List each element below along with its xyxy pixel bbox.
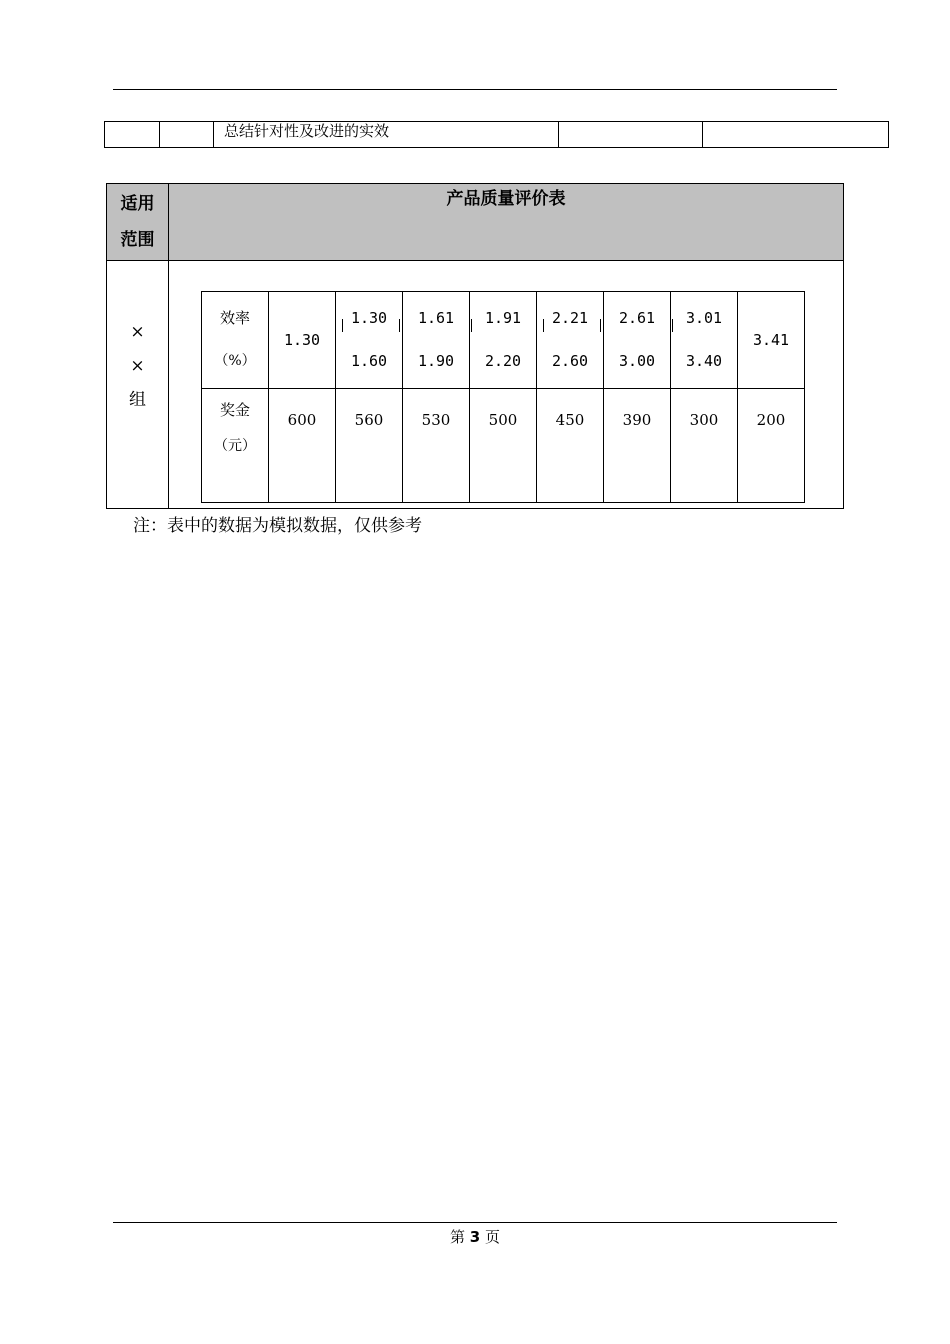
efficiency-row [202,292,805,389]
efficiency-range-cell [470,292,537,389]
bonus-label: 奖金 [219,401,250,419]
bonus-row [202,389,805,503]
table-cell [559,122,703,148]
scope-header-cell [107,184,169,261]
scope-label-line: 适用 [120,194,155,214]
table-title: 产品质量评价表 [169,184,844,261]
group-cell [107,261,169,509]
efficiency-range-cell [738,292,805,389]
efficiency-range-cell [269,292,336,389]
range-value: 3.41 [752,331,790,349]
inner-table-container [169,261,844,509]
range-low: 3.01 [685,309,723,327]
efficiency-label: 效率 [219,309,250,327]
range-high: 3.40 [685,352,723,370]
range-high: 1.90 [417,352,455,370]
efficiency-range-cell [403,292,470,389]
page-footer [0,1226,950,1247]
range-divider [543,319,544,332]
group-label-line: 组 [129,390,146,410]
table-row [105,122,889,148]
range-divider [471,319,472,332]
efficiency-range-cell [604,292,671,389]
range-divider [672,319,673,332]
bonus-label-cell [202,389,269,503]
range-low: 2.21 [551,309,589,327]
table-header-row [107,184,844,261]
efficiency-unit: （%） [214,353,256,369]
range-low: 1.61 [417,309,455,327]
group-label-line: × [130,356,145,376]
table-cell [703,122,889,148]
efficiency-bonus-table [201,291,805,503]
footer-rule [113,1222,837,1223]
range-high: 1.60 [350,352,388,370]
range-low: 1.91 [484,309,522,327]
bonus-value-cell: 500 [470,389,537,503]
range-high: 2.60 [551,352,589,370]
bonus-value-cell: 560 [336,389,403,503]
range-value: 1.30 [283,331,321,349]
range-high: 3.00 [618,352,656,370]
bonus-value-cell: 300 [671,389,738,503]
table-note: 注：表中的数据为模拟数据，仅供参考 [133,516,422,536]
scope-label-line: 范围 [120,230,155,250]
range-low: 2.61 [618,309,656,327]
footer-prefix: 第 [449,1228,465,1246]
bonus-value-cell: 600 [269,389,336,503]
table-cell [105,122,160,148]
page-number: 3 [469,1228,481,1246]
table-body-row [107,261,844,509]
quality-evaluation-table [106,183,844,509]
efficiency-range-cell [671,292,738,389]
table-cell-text: 总结针对性及改进的实效 [214,122,559,148]
range-low: 1.30 [350,309,388,327]
bonus-unit: （元） [214,438,256,454]
bonus-value-cell: 390 [604,389,671,503]
efficiency-label-cell [202,292,269,389]
bonus-value-cell: 450 [537,389,604,503]
range-divider [600,319,601,332]
bonus-value-cell: 530 [403,389,470,503]
table-cell [160,122,214,148]
range-high: 2.20 [484,352,522,370]
range-divider [399,319,400,332]
range-divider [342,319,343,332]
bonus-value-cell: 200 [738,389,805,503]
header-rule [113,89,837,90]
previous-table-tail [104,121,889,148]
footer-suffix: 页 [485,1228,501,1246]
efficiency-range-cell [336,292,403,389]
group-label-line: × [130,322,145,342]
efficiency-range-cell [537,292,604,389]
